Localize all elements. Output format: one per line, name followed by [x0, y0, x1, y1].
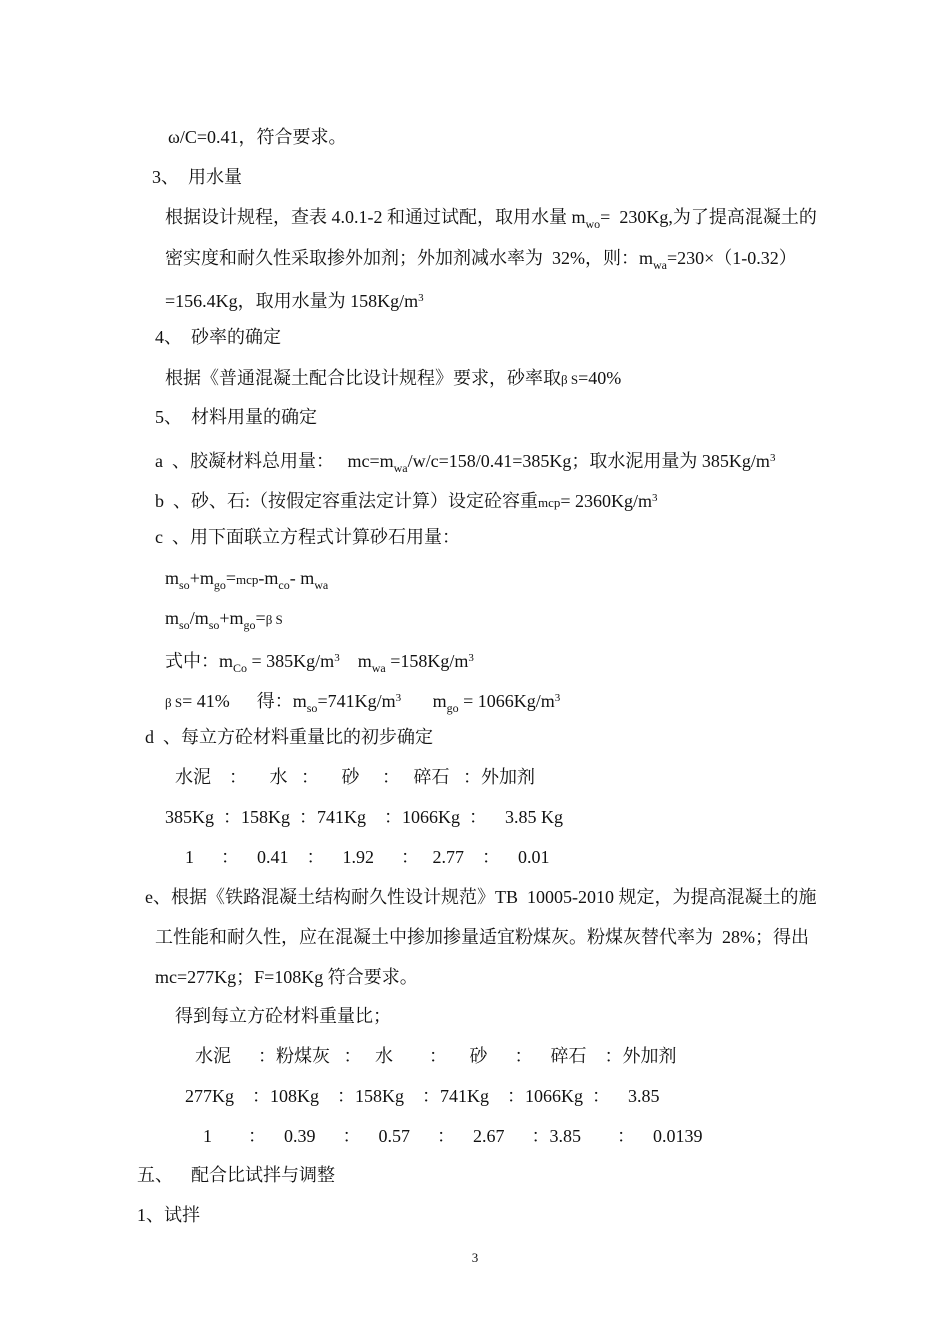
text-line: e、根据《铁路混凝土结构耐久性设计规范》TB 10005-2010 规定，为提高混凝土的施: [145, 887, 817, 907]
text-line: b 、砂、石:（按假定容重法定计算）设定砼容重$mcp= 2360Kg/m^3$: [155, 491, 658, 511]
text-line: a 、胶凝材料总用量： $mc=m_{wa}/w/c=158/0.41=385Kg$；取水泥用量为 $385Kg/m^3$: [155, 451, 776, 475]
text-line: =156.4Kg，取用水量为 $158Kg/m^3$: [165, 291, 424, 311]
ratio-normalized: 1 ： 0.39 ： 0.57 ： 2.67 ：3.85 ： 0.0139: [203, 1126, 703, 1146]
text-line: 得到每立方砼材料重量比；: [175, 1006, 391, 1026]
page-number: 3: [471, 1250, 479, 1265]
text-line: 式中：$m_{Co} = 385Kg/m^3$ $m_{wa} =158Kg/m^3$: [165, 651, 474, 675]
text-line: 根据设计规程，查表 4.0.1-2 和通过试配，取用水量 $m_{wo}= 230Kg$,为了提高混凝土的: [165, 207, 817, 231]
text-line: c 、用下面联立方程式计算砂石用量：: [155, 527, 460, 547]
ratio-normalized: 1 ： 0.41 ： 1.92 ： 2.77 ： 0.01: [185, 847, 550, 867]
equation: $m_{so}+m_{go}=mcp-m_{co}-$ $m_{wa}$: [165, 568, 329, 592]
text-line: 密实度和耐久性采取掺外加剂；外加剂减水率为 32%，则：$m_{wa}=230\times(1-0.32)$: [165, 248, 797, 272]
section-heading: 5、 材料用量的确定: [155, 407, 317, 427]
text-line: 工性能和耐久性，应在混凝土中掺加掺量适宜粉煤灰。粉煤灰替代率为 28%；得出: [155, 927, 809, 947]
section-heading: 1、试拌: [137, 1205, 200, 1225]
section-heading: 4、 砂率的确定: [155, 327, 281, 347]
text-line: d 、每立方砼材料重量比的初步确定: [145, 727, 433, 747]
ratio-header: 水泥 ：粉煤灰 ： 水 ： 砂 ： 碎石 ：外加剂: [195, 1046, 677, 1066]
ratio-header: 水泥 ： 水 ： 砂 ： 碎石 ：外加剂: [175, 767, 535, 787]
ratio-values: 277Kg ：108Kg ：158Kg ：741Kg ：1066Kg ： 3.85: [185, 1086, 660, 1106]
text-line: mc=277Kg；F=108Kg 符合要求。: [155, 967, 418, 987]
text-line: 根据《普通混凝土配合比设计规程》要求，砂率取β S=40%: [165, 368, 622, 388]
section-heading: 3、 用水量: [152, 167, 242, 187]
section-heading: 五、 配合比试拌与调整: [137, 1165, 335, 1185]
text-line: ω/C=0.41，符合要求。: [168, 127, 347, 147]
equation: $m_{so}/m_{so}+m_{go}=\beta$ S: [165, 608, 283, 632]
ratio-values: 385Kg ：158Kg ：741Kg ：1066Kg ： 3.85 Kg: [165, 807, 563, 827]
text-line: β S= 41% 得：$m_{so}=741Kg/m^3$ $m_{go} = 1066Kg/m^3$: [165, 691, 561, 715]
